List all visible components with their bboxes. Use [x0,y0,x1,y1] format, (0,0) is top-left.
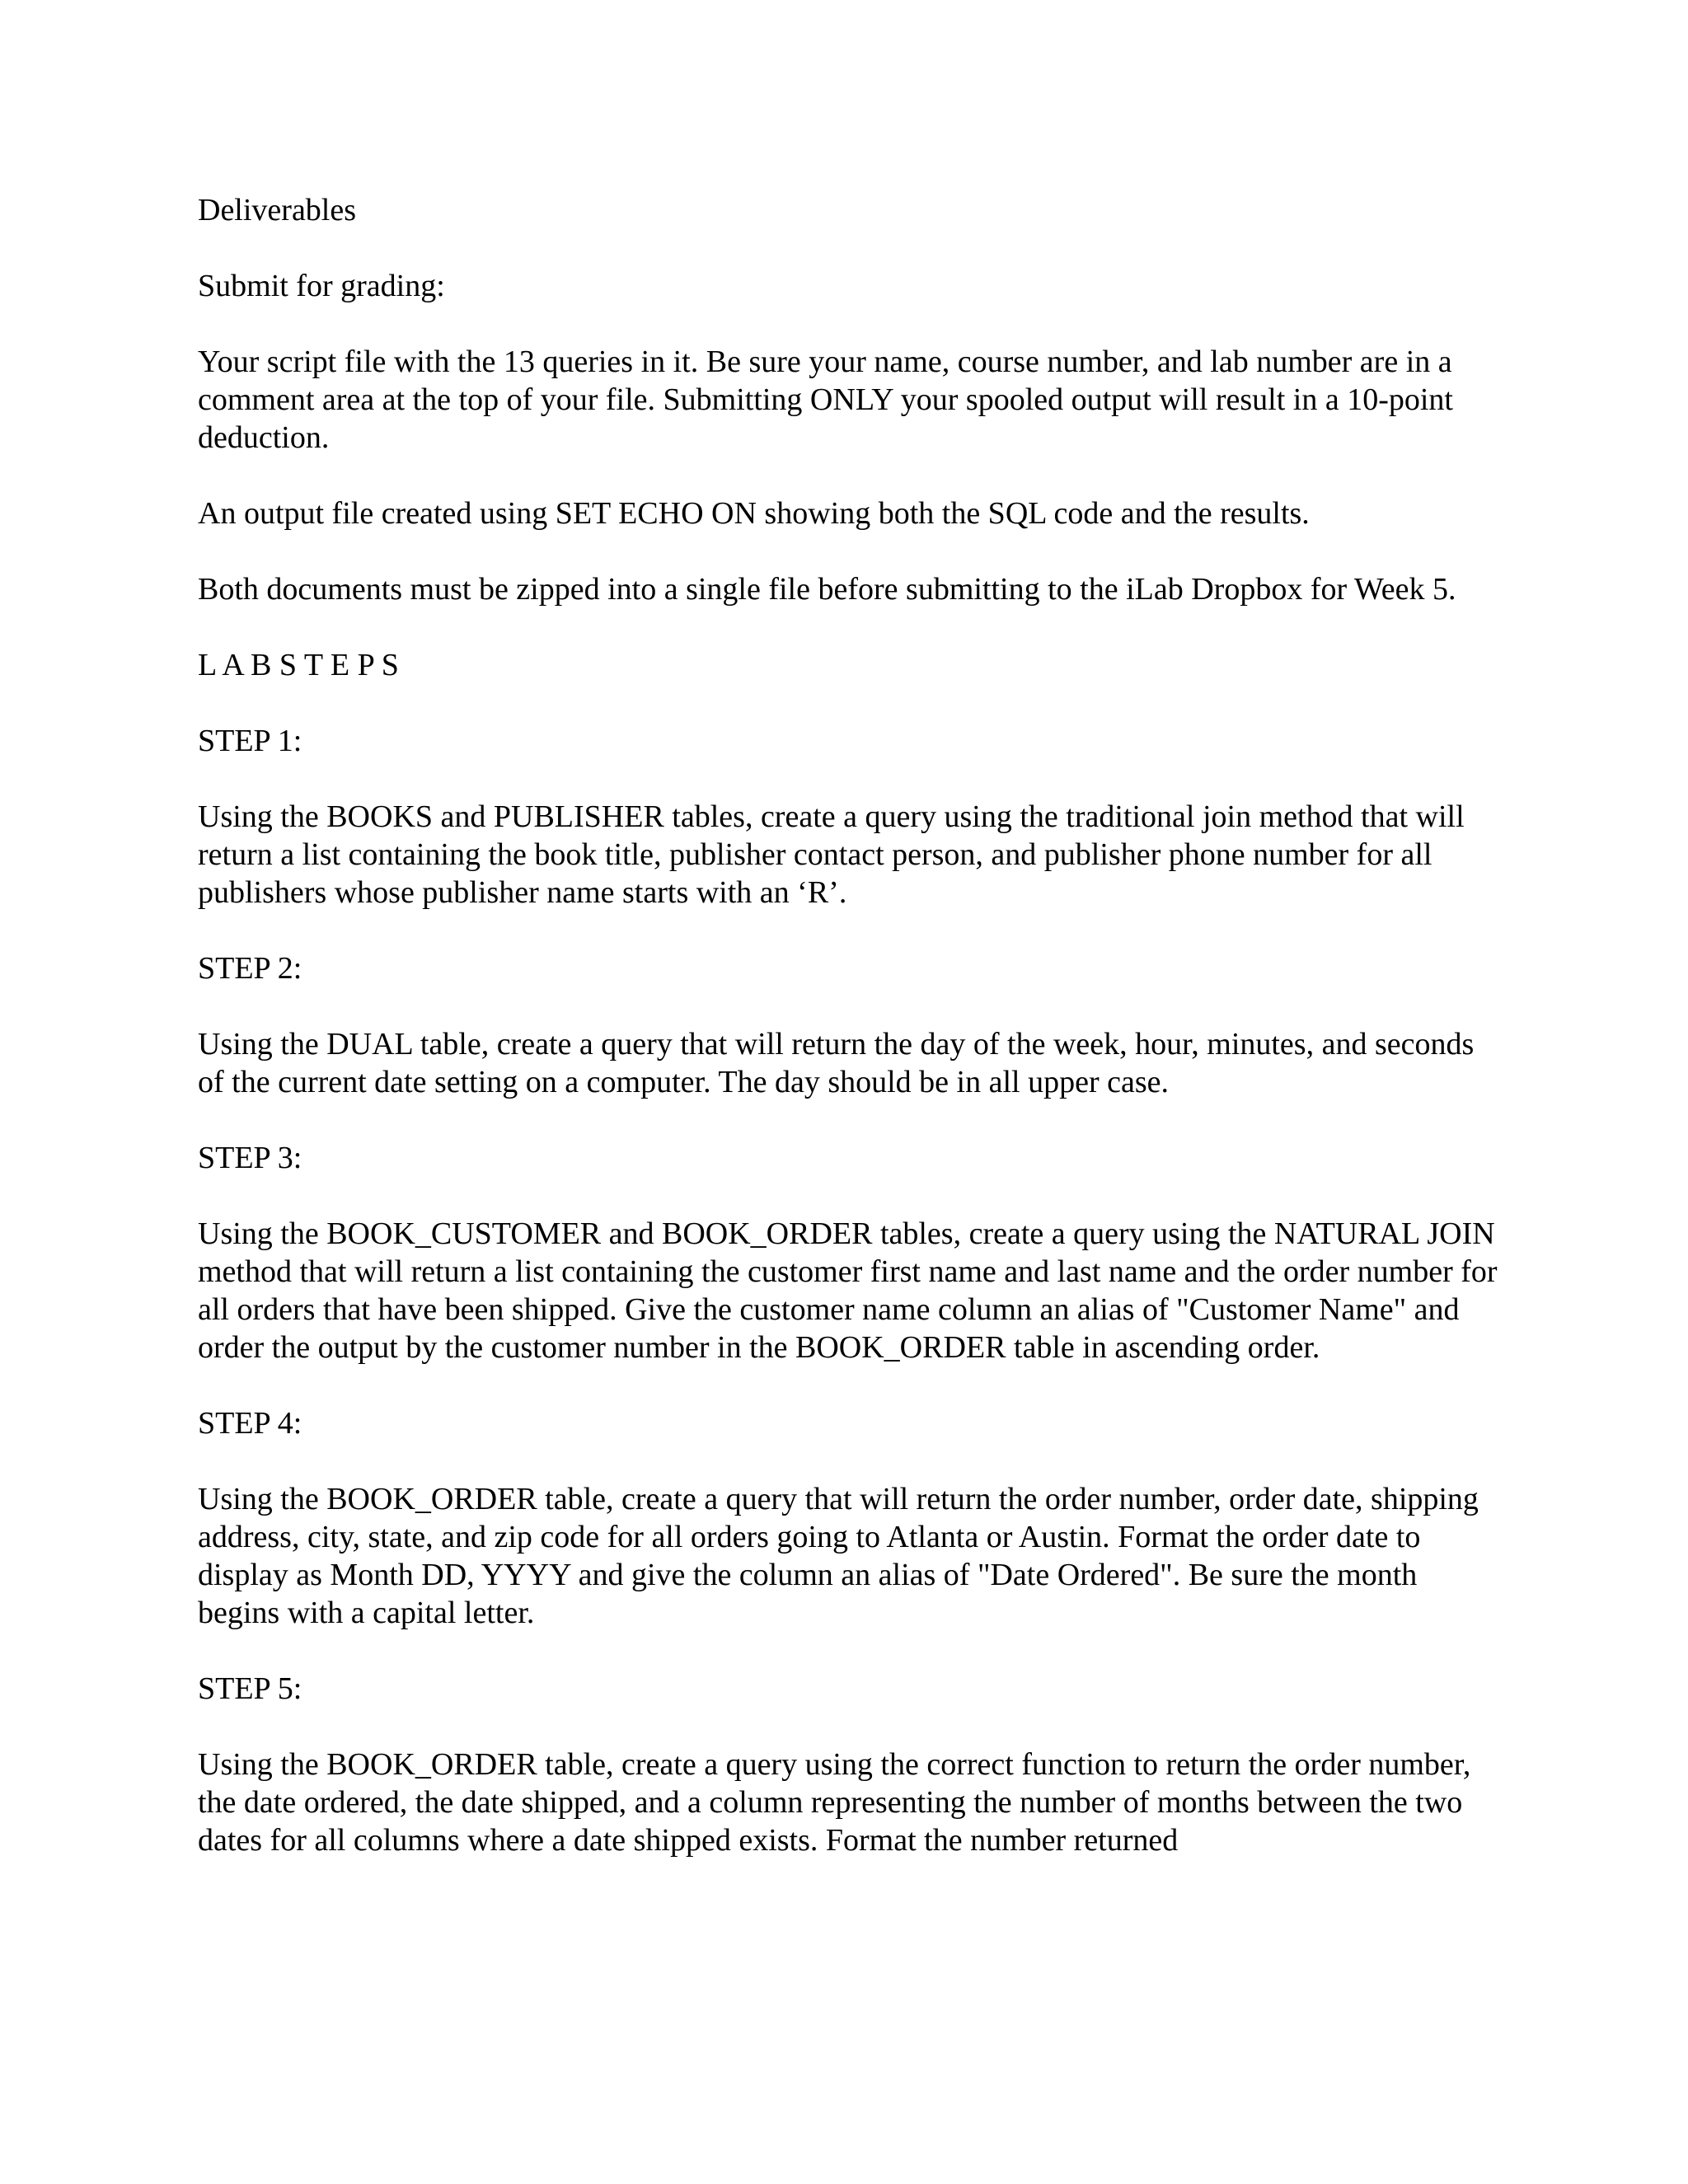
paragraph-script-file: Your script file with the 13 queries in it. Be sure your name, course number, and lab number are in a comment area at the top of your file. Submitting ONLY your spooled output will result in a 10-point deduction. [198,344,1453,455]
paragraph-zip-instructions: Both documents must be zipped into a single file before submitting to the iLab Dropbox for Week 5. [198,572,1456,607]
step-3-heading: STEP 3: [198,1141,302,1175]
step-3-text: Using the BOOK_CUSTOMER and BOOK_ORDER tables, create a query using the NATURAL JOIN method that will return a list containing the customer first name and last name and the order number for all orders that have been shipped. Give the customer name column an alias of "Customer Name" and order the output by the customer number in the BOOK_ORDER table in ascending order. [198,1216,1498,1365]
submit-heading: Submit for grading: [198,269,445,303]
paragraph-output-file: An output file created using SET ECHO ON showing both the SQL code and the results. [198,496,1310,531]
step-5-heading: STEP 5: [198,1671,302,1706]
step-4-text: Using the BOOK_ORDER table, create a query that will return the order number, order date, shipping address, city, state, and zip code for all orders going to Atlanta or Austin. Format the order date to display as Month DD, YYYY and give the column an alias of "Date Ordered". Be sure the month begins with a capital letter. [198,1482,1479,1630]
step-1-heading: STEP 1: [198,724,302,758]
step-2-heading: STEP 2: [198,951,302,986]
step-2-text: Using the DUAL table, create a query that will return the day of the week, hour, minutes, and seconds of the current date setting on a computer. The day should be in all upper case. [198,1027,1475,1099]
section-heading-deliverables: Deliverables [198,193,357,227]
step-4-heading: STEP 4: [198,1406,302,1441]
step-1-text: Using the BOOKS and PUBLISHER tables, create a query using the traditional join method that will return a list containing the book title, publisher contact person, and publisher phone number for all publishers whose publisher name starts with an ‘R’. [198,799,1465,910]
step-5-text: Using the BOOK_ORDER table, create a query using the correct function to return the order number, the date ordered, the date shipped, and a column representing the number of months between the two dates for all columns where a date shipped exists. Format the number returned [198,1747,1471,1858]
document-body [198,191,1500,1859]
section-heading-lab-steps: L A B S T E P S [198,648,399,682]
